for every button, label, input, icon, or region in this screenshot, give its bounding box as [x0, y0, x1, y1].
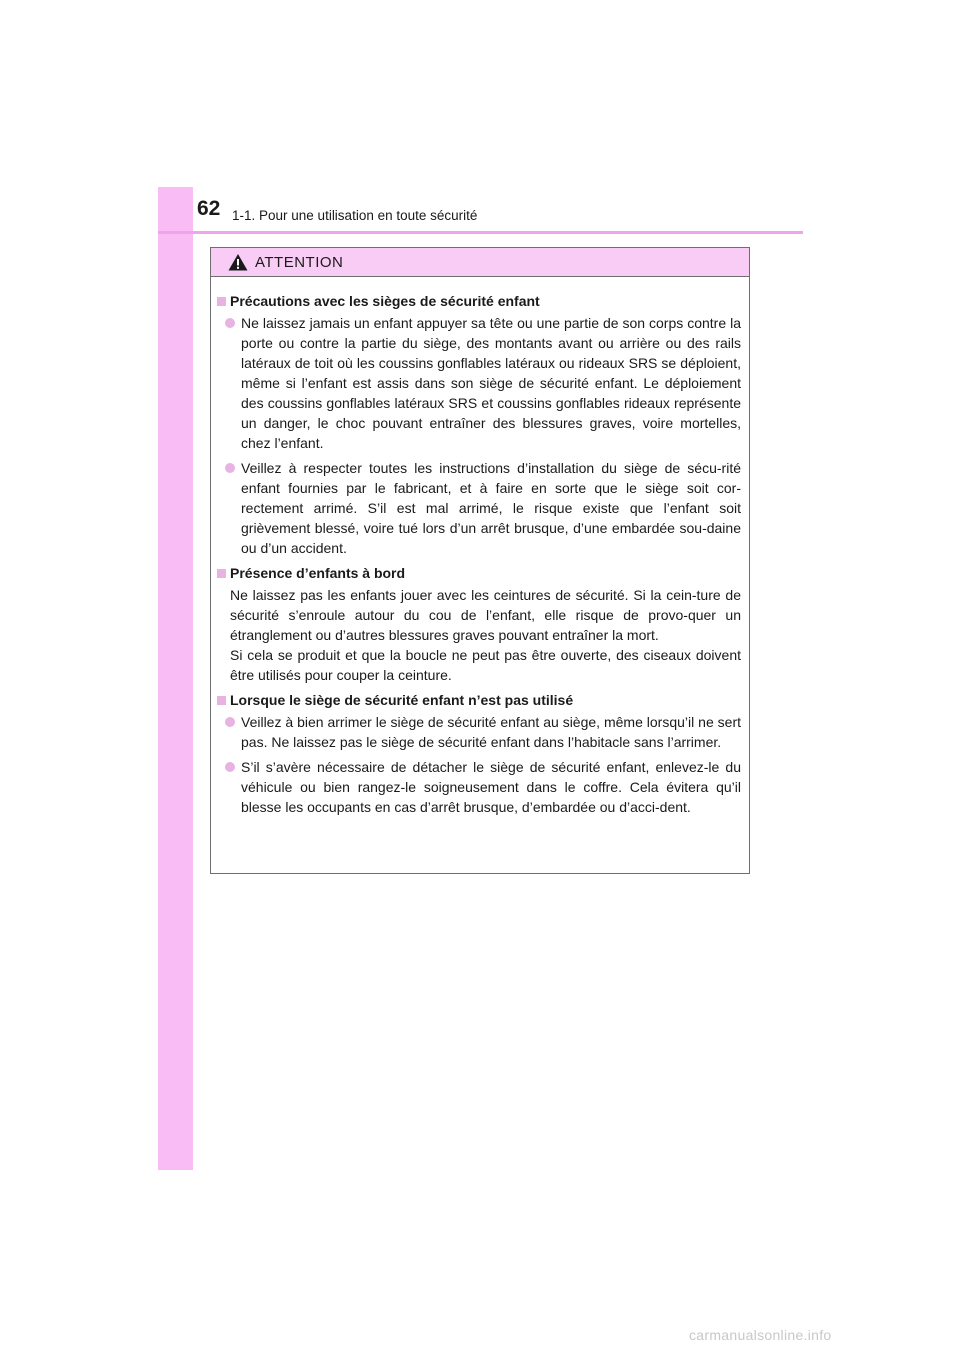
- warning-body: [211, 277, 749, 817]
- warning-triangle-icon: [228, 253, 248, 271]
- round-bullet-icon: [225, 762, 235, 772]
- header-rule: [158, 231, 803, 234]
- watermark: carmanualsonline.info: [689, 1327, 832, 1343]
- bullet-item: [217, 458, 741, 558]
- round-bullet-icon: [225, 717, 235, 727]
- round-bullet-icon: [225, 463, 235, 473]
- section-heading-text: Lorsque le siège de sécurité enfant n’est pas utilisé: [230, 692, 574, 708]
- section-heading-text: Précautions avec les sièges de sécurité enfant: [230, 293, 540, 309]
- section-heading: [217, 690, 741, 710]
- side-color-band: [158, 187, 193, 1170]
- bullet-item: [217, 757, 741, 817]
- paragraph-block: [217, 585, 741, 685]
- square-bullet-icon: [217, 696, 226, 705]
- page-number: 62: [197, 197, 221, 220]
- paragraph-text: Ne laissez pas les enfants jouer avec les ceintures de sécurité. Si la cein-ture de sécurité s’enroule autour du cou de l’enfant, elle risque de provo-quer un étranglement ou d’autres blessures graves pouvant entraîner la mort.: [230, 587, 741, 643]
- paragraph-text: Si cela se produit et que la boucle ne peut pas être ouverte, des ciseaux doivent être utilisés pour couper la ceinture.: [230, 647, 741, 683]
- warning-box: [210, 247, 750, 874]
- section-heading-text: Présence d’enfants à bord: [230, 565, 406, 581]
- round-bullet-icon: [225, 318, 235, 328]
- bullet-text: Veillez à respecter toutes les instructions d’installation du siège de sécu-rité enfant fournies par le fabricant, et à faire en sorte que le siège soit cor-rectement arrimé. S’il est mal arrimé, le risque existe que l’enfant soit grièvement blessé, voire tué lors d’un arrêt brusque, d’une embardée sou-daine ou d’un accident.: [241, 460, 741, 556]
- bullet-text: S’il s’avère nécessaire de détacher le siège de sécurité enfant, enlevez-le du véhicule ou bien rangez-le soigneusement dans le coffre. Cela évitera qu’il blesse les occupants en cas d’arrêt brusque, d’embardée ou d’acci-dent.: [241, 759, 741, 815]
- square-bullet-icon: [217, 297, 226, 306]
- bullet-text: Veillez à bien arrimer le siège de sécurité enfant au siège, même lorsqu’il ne sert pas. Ne laissez pas le siège de sécurité enfant dans l’habitacle sans l’arrimer.: [241, 714, 741, 750]
- section-heading: [217, 291, 741, 311]
- square-bullet-icon: [217, 569, 226, 578]
- section-heading: [217, 563, 741, 583]
- warning-title: ATTENTION: [255, 253, 344, 271]
- bullet-item: [217, 712, 741, 752]
- section-title: 1-1. Pour une utilisation en toute sécurité: [232, 208, 478, 223]
- warning-header: [211, 248, 749, 277]
- bullet-item: [217, 313, 741, 453]
- bullet-text: Ne laissez jamais un enfant appuyer sa tête ou une partie de son corps contre la porte ou contre la partie du siège, des montants avant ou arrière ou des rails latéraux de toit où les coussins gonflables latéraux ou rideaux SRS se déploient, même si l’enfant est assis dans son siège de sécurité enfant. Le déploiement des coussins gonflables latéraux SRS et coussins gonflables rideaux représente un danger, le choc pouvant entraîner des blessures graves, voire mortelles, chez l’enfant.: [241, 315, 741, 451]
